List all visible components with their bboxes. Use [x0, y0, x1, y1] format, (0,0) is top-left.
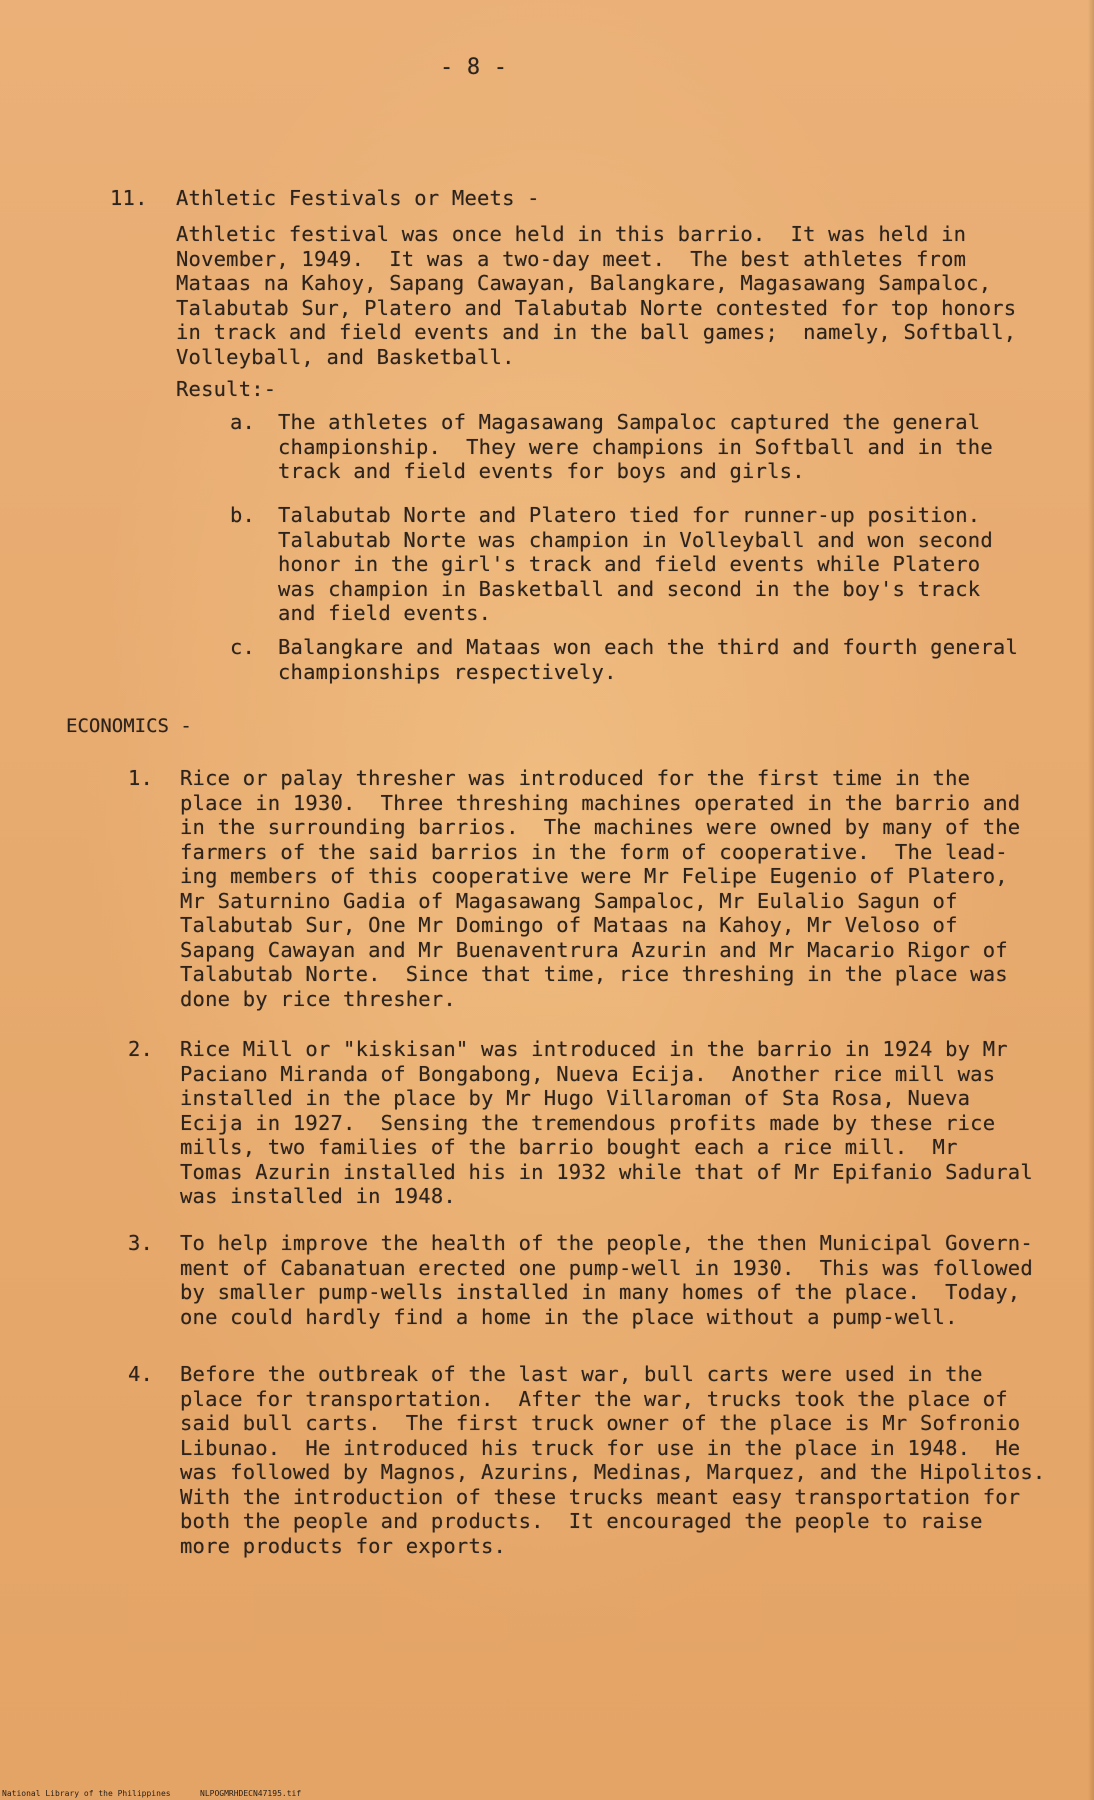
- page-number: - 8 -: [440, 55, 508, 80]
- section-11-title: Athletic Festivals or Meets -: [176, 186, 540, 210]
- section-11-paragraph: Athletic festival was once held in this barrio. It was held in November, 1949. It was a two-day meet. The best athletes from Mataas na Kahoy, Sapang Cawayan, Balangkare, Magasawang Sampaloc, Talabutab Sur, Platero and Talabutab Norte contested for top honors in track and field events and in the ball games; namely, Softball, Volleyball, and Basketball.: [176, 222, 1017, 369]
- economics-item-4-number: 4.: [128, 1362, 154, 1386]
- result-a-letter: a.: [230, 410, 256, 434]
- economics-item-4-text: Before the outbreak of the last war, bull carts were used in the place for transportation. After the war, trucks took the place of said bull carts. The first truck owner of the place is Mr Sofronio Libunao. He introduced his truck for use in the place in 1948. He was followed by Magnos, Azurins, Medinas, Marquez, and the Hipolitos. With the introduction of these trucks meant easy transportation for both the people and products. It encouraged the people to raise more products for exports.: [180, 1362, 1046, 1558]
- section-11-number: 11.: [110, 186, 148, 210]
- economics-item-2-number: 2.: [128, 1037, 154, 1061]
- economics-item-1-number: 1.: [128, 766, 154, 790]
- economics-item-1-text: Rice or palay thresher was introduced for the first time in the place in 1930. Three threshing machines operated in the barrio and in the surrounding barrios. The machines were owned by many of the farmers of the said barrios in the form of cooperative. The lead- ing members of this cooperative were Mr Felipe Eugenio of Platero, Mr Saturnino Gadia of Magasawang Sampaloc, Mr Eulalio Sagun of Talabutab Sur, One Mr Domingo of Mataas na Kahoy, Mr Veloso of Sapang Cawayan and Mr Buenaventrura Azurin and Mr Macario Rigor of Talabutab Norte. Since that time, rice threshing in the place was done by rice thresher.: [180, 766, 1021, 1011]
- result-label: Result:-: [176, 377, 277, 401]
- economics-item-3-text: To help improve the health of the people, the then Municipal Govern- ment of Cabanatuan erected one pump-well in 1930. This was followed by smaller pump-wells installed in many homes of the place. Today, one could hardly find a home in the place without a pump-well.: [180, 1231, 1033, 1329]
- result-c-text: Balangkare and Mataas won each the third and fourth general championships respectively.: [278, 635, 1018, 684]
- page-edge-shadow: [1088, 0, 1094, 1800]
- economics-item-2-text: Rice Mill or "kiskisan" was introduced in the barrio in 1924 by Mr Paciano Miranda of Bongabong, Nueva Ecija. Another rice mill was installed in the place by Mr Hugo Villaroman of Sta Rosa, Nueva Ecija in 1927. Sensing the tremendous profits made by these rice mills, two families of the barrio bought each a rice mill. Mr Tomas Azurin installed his in 1932 while that of Mr Epifanio Sadural was installed in 1948.: [180, 1037, 1033, 1208]
- footer-file-name: NLPOGMRHDECN47195.tif: [200, 1789, 302, 1798]
- result-b-letter: b.: [230, 503, 256, 527]
- result-b-text: Talabutab Norte and Platero tied for runner-up position. Talabutab Norte was champion in Volleyball and won second honor in the girl's track and field events while Platero was champion in Basketball and second in the boy's track and field events.: [278, 503, 993, 625]
- result-a-text: The athletes of Magasawang Sampaloc captured the general championship. They were champions in Softball and in the track and field events for boys and girls.: [278, 410, 993, 483]
- economics-item-3-number: 3.: [128, 1231, 154, 1255]
- footer-library-caption: National Library of the Philippines: [2, 1789, 171, 1798]
- economics-heading: ECONOMICS -: [66, 715, 192, 737]
- result-c-letter: c.: [230, 635, 256, 659]
